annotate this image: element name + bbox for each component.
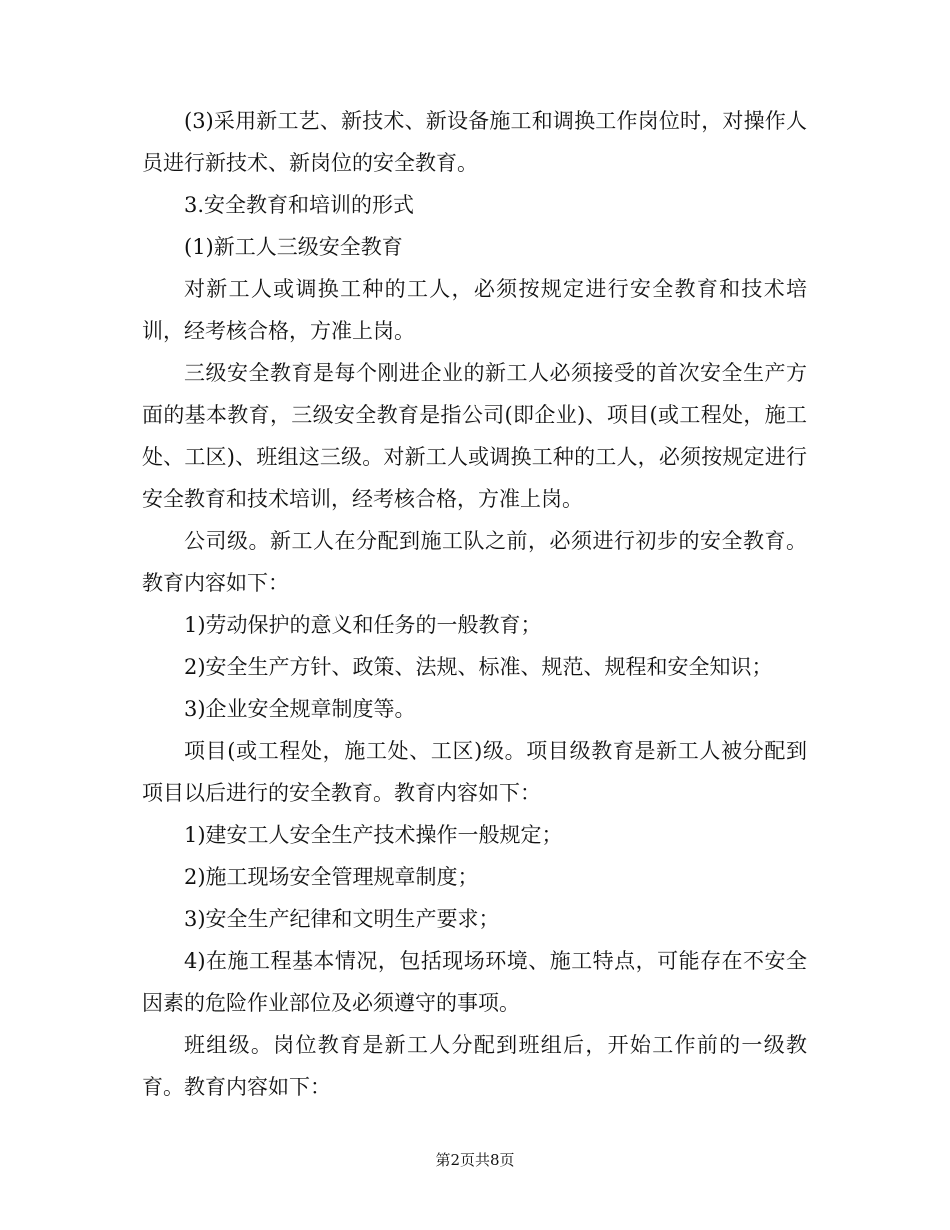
paragraph: 公司级。新工人在分配到施工队之前，必须进行初步的安全教育。教育内容如下：: [142, 529, 807, 595]
list-item: 2)施工现场安全管理规章制度；: [184, 865, 479, 889]
list-item: 1)劳动保护的意义和任务的一般教育；: [184, 613, 542, 637]
list-item: 1)建安工人安全生产技术操作一般规定；: [184, 823, 563, 847]
paragraph: 班组级。岗位教育是新工人分配到班组后，开始工作前的一级教育。教育内容如下：: [142, 1033, 807, 1099]
document-body: [142, 100, 807, 1108]
paragraph: (3)采用新工艺、新技术、新设备施工和调换工作岗位时，对操作人员进行新技术、新岗位的安全教育。: [142, 109, 807, 175]
list-item: 3)企业安全规章制度等。: [184, 697, 416, 721]
paragraph: 三级安全教育是每个刚进企业的新工人必须接受的首次安全生产方面的基本教育，三级安全教育是指公司(即企业)、项目(或工程处，施工处、工区)、班组这三级。对新工人或调换工种的工人，必须按规定进行安全教育和技术培训，经考核合格，方准上岗。: [142, 361, 807, 511]
paragraph: 对新工人或调换工种的工人，必须按规定进行安全教育和技术培训，经考核合格，方准上岗。: [142, 277, 807, 343]
page-number-footer: 第2页共8页: [435, 1151, 515, 1169]
section-heading: 3.安全教育和培训的形式: [184, 193, 415, 217]
subsection-heading: (1)新工人三级安全教育: [184, 235, 403, 259]
list-item: 3)安全生产纪律和文明生产要求；: [184, 907, 500, 931]
paragraph: 项目(或工程处，施工处、工区)级。项目级教育是新工人被分配到项目以后进行的安全教育。教育内容如下：: [142, 739, 807, 805]
list-item: 4)在施工程基本情况，包括现场环境、施工特点，可能存在不安全因素的危险作业部位及必须遵守的事项。: [142, 949, 807, 1015]
list-item: 2)安全生产方针、政策、法规、标准、规范、规程和安全知识；: [184, 655, 773, 679]
